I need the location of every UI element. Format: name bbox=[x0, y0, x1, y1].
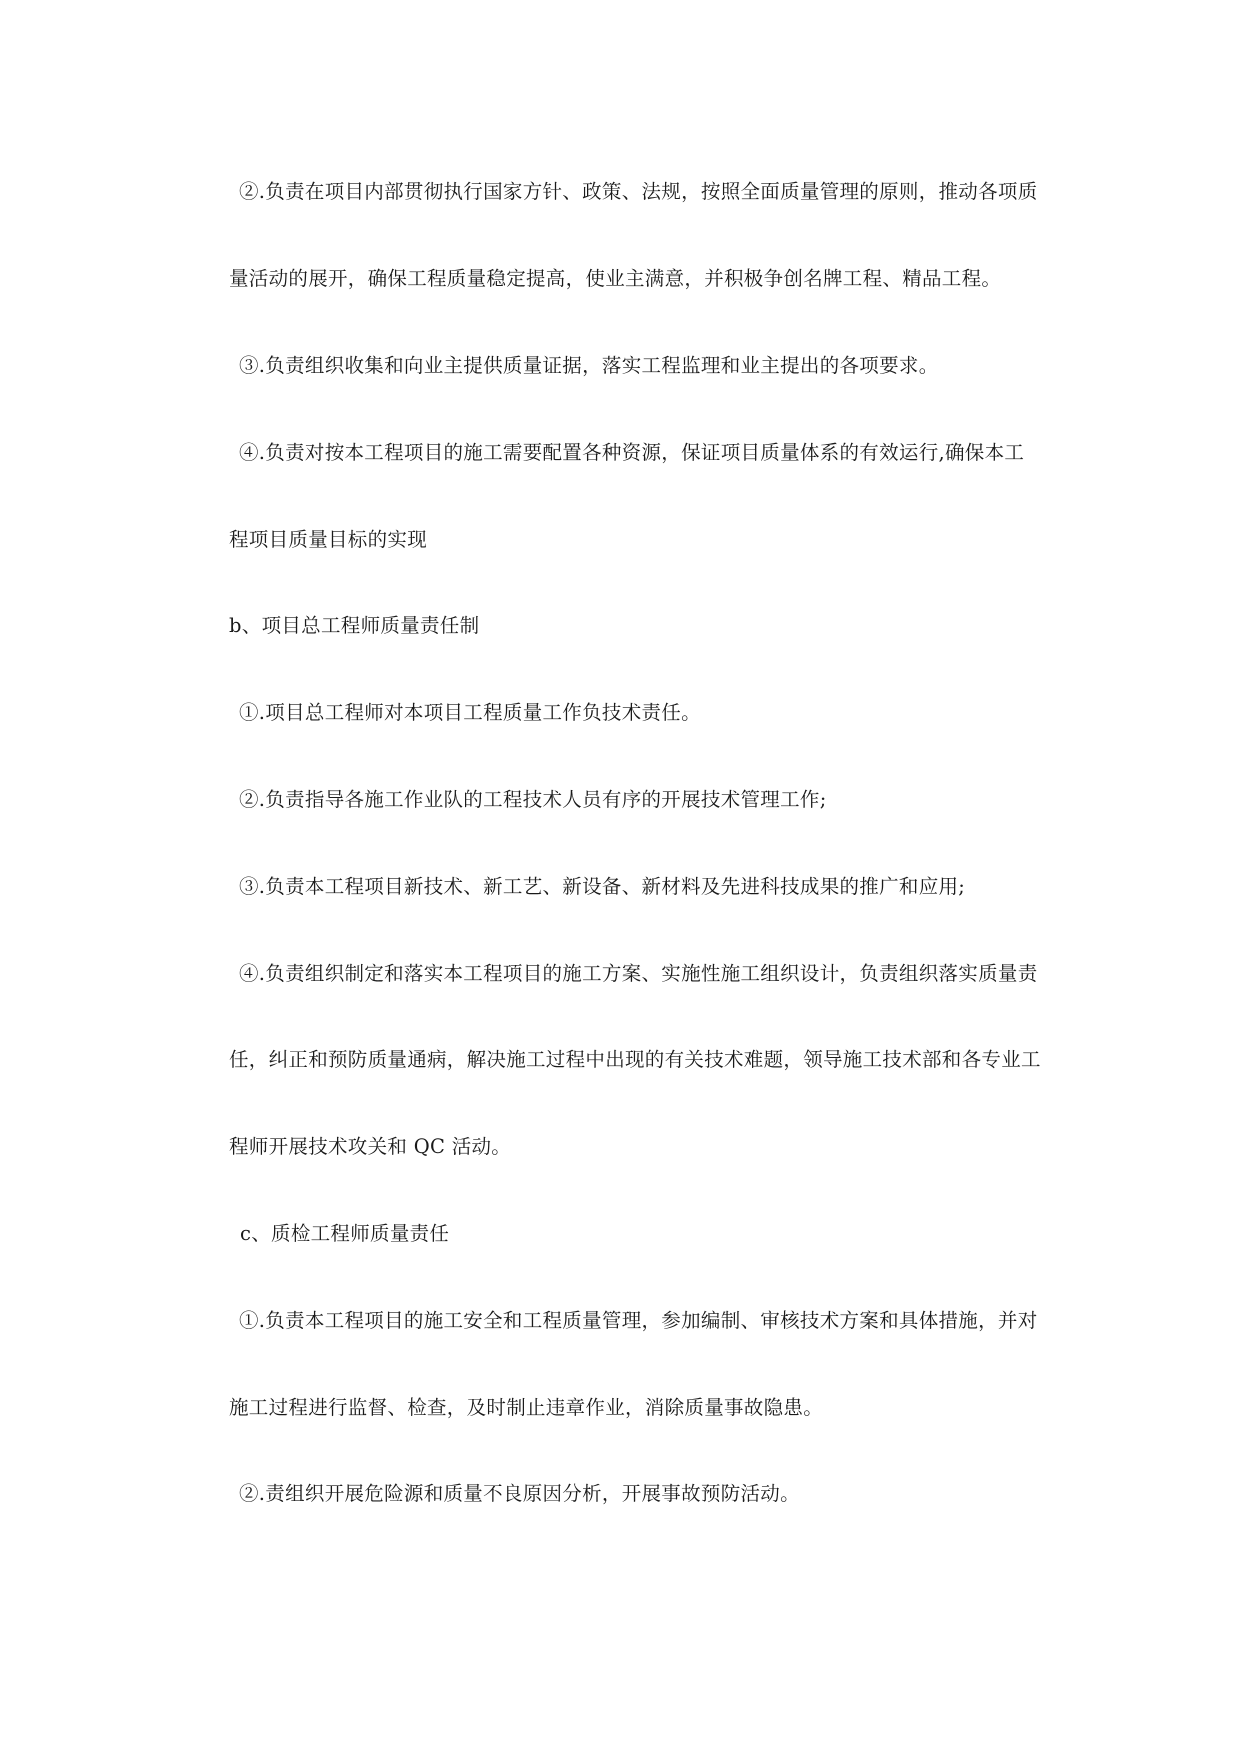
paragraph-line: 任，纠正和预防质量通病，解决施工过程中出现的有关技术难题，领导施工技术部和各专业工 bbox=[229, 1048, 1041, 1071]
section-heading: b、项目总工程师质量责任制 bbox=[229, 614, 480, 637]
paragraph-line: 施工过程进行监督、检查，及时制止违章作业，消除质量事故隐患。 bbox=[229, 1396, 824, 1419]
paragraph-line: 量活动的展开，确保工程质量稳定提高，使业主满意，并积极争创名牌工程、精品工程。 bbox=[229, 267, 1002, 290]
section-heading: c、质检工程师质量责任 bbox=[240, 1222, 450, 1245]
paragraph-line: ②.责组织开展危险源和质量不良原因分析，开展事故预防活动。 bbox=[239, 1482, 800, 1505]
paragraph-line: ④.负责对按本工程项目的施工需要配置各种资源，保证项目质量体系的有效运行,确保本工 bbox=[239, 441, 1025, 464]
paragraph-line: ①.负责本工程项目的施工安全和工程质量管理，参加编制、审核技术方案和具体措施，并对 bbox=[239, 1309, 1038, 1332]
paragraph-line: 程师开展技术攻关和 QC 活动。 bbox=[229, 1135, 512, 1158]
paragraph-line: ③.负责组织收集和向业主提供质量证据，落实工程监理和业主提出的各项要求。 bbox=[239, 354, 939, 377]
paragraph-line: 程项目质量目标的实现 bbox=[229, 528, 428, 551]
paragraph-line: ②.负责指导各施工作业队的工程技术人员有序的开展技术管理工作; bbox=[239, 788, 827, 811]
paragraph-line: ①.项目总工程师对本项目工程质量工作负技术责任。 bbox=[239, 701, 701, 724]
paragraph-line: ②.负责在项目内部贯彻执行国家方针、政策、法规，按照全面质量管理的原则，推动各项质 bbox=[239, 180, 1038, 203]
paragraph-line: ④.负责组织制定和落实本工程项目的施工方案、实施性施工组织设计，负责组织落实质量责 bbox=[239, 962, 1038, 985]
paragraph-line: ③.负责本工程项目新技术、新工艺、新设备、新材料及先进科技成果的推广和应用; bbox=[239, 875, 966, 898]
